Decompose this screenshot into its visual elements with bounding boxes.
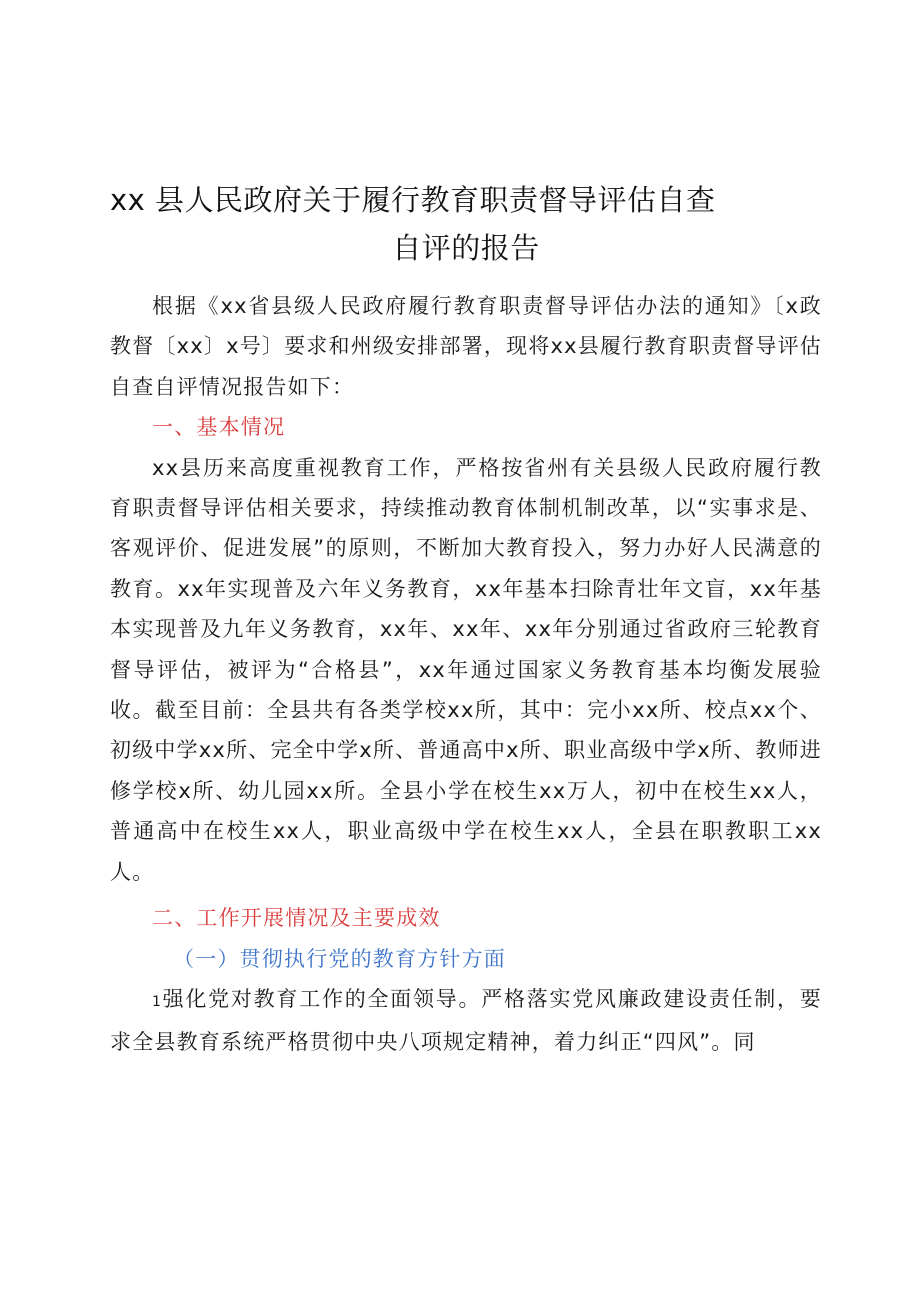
item-1-paragraph [110,979,822,1063]
section-heading-work-progress: 二、工作开展情况及主要成效 [152,906,441,931]
document-title [110,176,822,272]
subsection-heading-party-policy: （一）贯彻执行党的教育方针方面 [173,946,506,971]
title-line-1: xx 县人民政府关于履行教育职责督导评估自查 [110,183,716,217]
title-line-2: 自评的报告 [392,231,540,265]
document-body [110,286,822,1063]
item-1-text: 强化党对教育工作的全面领导。严格落实党风廉政建设责任制，要求全县教育系统严格贯彻中央八项规定精神，着力纠正“四风”。同 [110,986,822,1055]
basic-situation-paragraph: xx县历来高度重视教育工作，严格按省州有关县级人民政府履行教育职责督导评估相关要求，持续推动教育体制机制改革，以“实事求是、客观评价、促进发展”的原则，不断加大教育投入，努力办好人民满意的教育。xx年实现普及六年义务教育，xx年基本扫除青壮年文盲，xx年基本实现普及九年义务教育，xx年、xx年、xx年分别通过省政府三轮教育督导评估，被评为“合格县”，xx年通过国家义务教育基本均衡发展验收。截至目前：全县共有各类学校xx所，其中：完小xx所、校点xx个、初级中学xx所、完全中学x所、普通高中x所、职业高级中学x所、教师进修学校x所、幼儿园xx所。全县小学在校生xx万人，初中在校生xx人，普通高中在校生xx人，职业高级中学在校生xx人，全县在职教职工xx人。 [110,455,822,884]
document-content [110,176,822,1063]
intro-paragraph: 根据《xx省县级人民政府履行教育职责督导评估办法的通知》〔x政教督〔xx〕x号〕要求和州级安排部署，现将xx县履行教育职责督导评估自查自评情况报告如下： [110,294,822,399]
section-heading-basic-situation: 一、基本情况 [152,415,286,440]
item-1-number: 1 [152,993,163,1010]
